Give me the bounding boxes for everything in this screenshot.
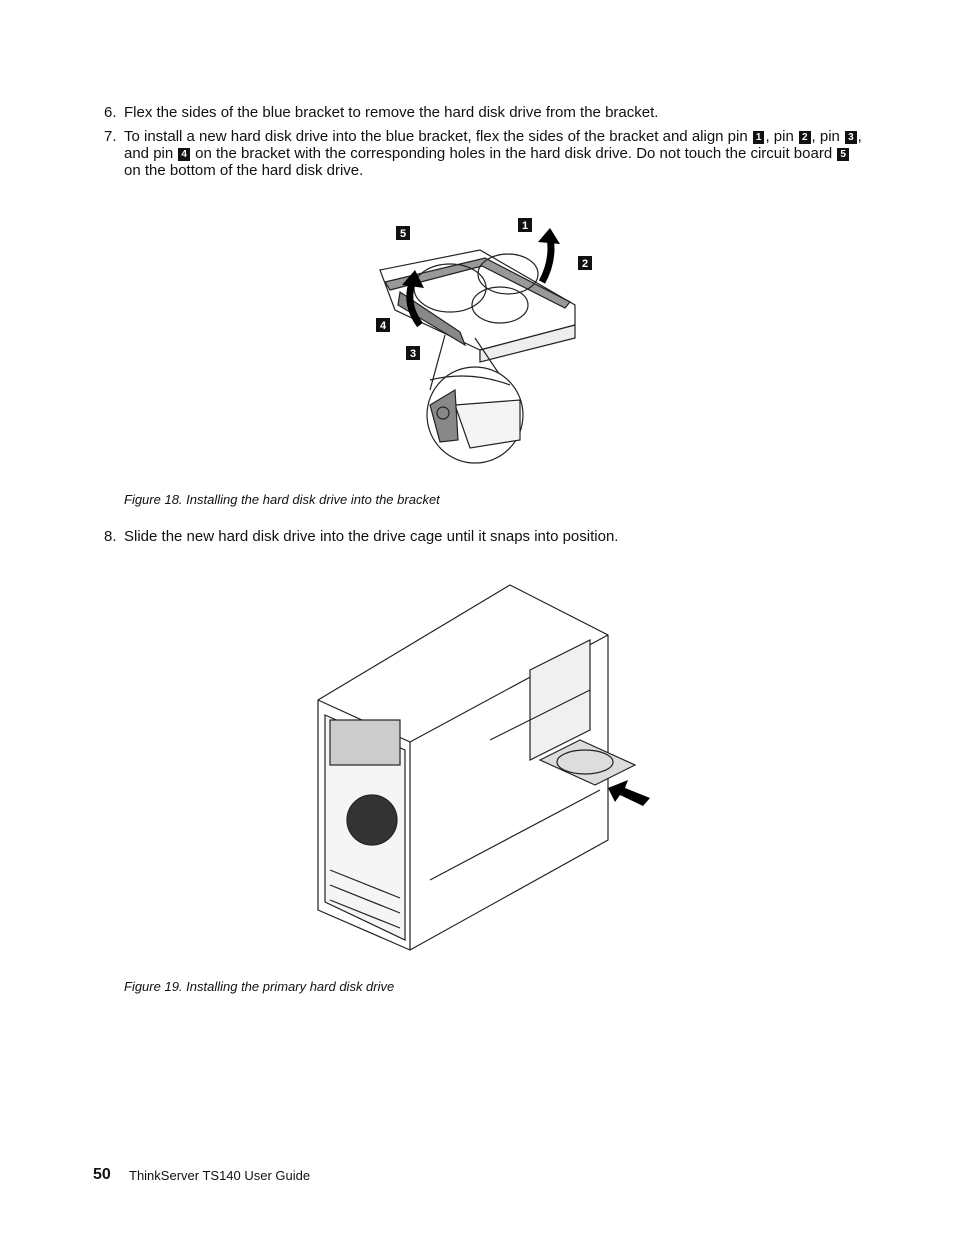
callout-3: 3 [845,131,857,144]
figure-18-caption: Figure 18. Installing the hard disk drive into the bracket [124,492,440,507]
callout-5: 5 [837,148,849,161]
step-text [124,128,864,179]
document-title: ThinkServer TS140 User Guide [129,1168,311,1183]
page-number: 50 [93,1166,111,1183]
callout-label-1: 1 [521,220,529,232]
step-text-part: , pin [765,128,794,145]
insert-arrow-icon [608,780,650,806]
step-number: 7. [104,128,117,145]
step-number: 8. [104,528,117,545]
callout-1: 1 [753,131,765,144]
server-chassis-illustration [310,580,660,960]
step-text-part: , and pin [124,128,862,162]
step-number: 6. [104,104,117,121]
callout-label-3: 3 [409,348,417,360]
callout-label-4: 4 [379,320,387,332]
callout-label-2: 2 [581,258,589,270]
step-text: Flex the sides of the blue bracket to remove the hard disk drive from the bracket. [124,104,659,121]
step-text-part: on the bottom of the hard disk drive. [124,162,364,179]
figure-19-caption: Figure 19. Installing the primary hard disk drive [124,979,395,994]
callout-4: 4 [178,148,190,161]
step-text-part: on the bracket with the corresponding holes in the hard disk drive. Do not touch the circuit board [195,145,833,162]
callout-2: 2 [799,131,811,144]
bracket-illustration [360,210,600,470]
callout-label-5: 5 [399,228,407,240]
step-text-part: , pin [811,128,840,145]
step-text-part: To install a new hard disk drive into the blue bracket, flex the sides of the bracket and align pin [124,128,748,145]
step-text: Slide the new hard disk drive into the drive cage until it snaps into position. [124,528,619,545]
